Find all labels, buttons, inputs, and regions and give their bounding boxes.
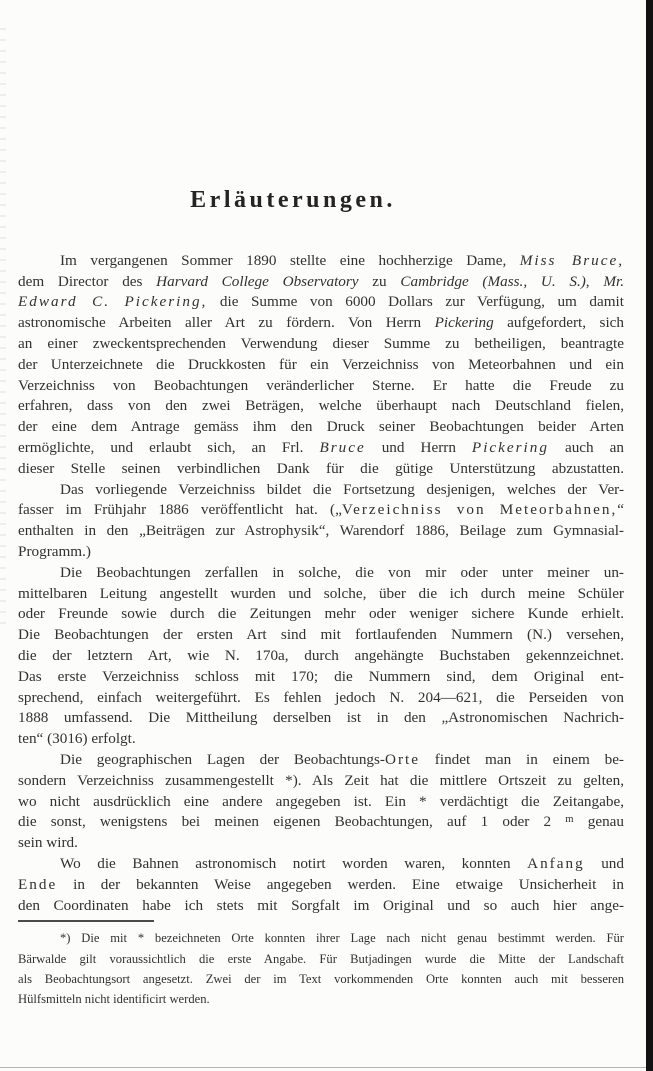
scan-edge-bar xyxy=(646,0,653,1071)
text-segment: Verzeichniss von Meteorbahnen, xyxy=(341,501,618,519)
body-text xyxy=(18,251,624,917)
text-line: der Unterzeichnete die Druckkosten für ein Verzeichniss von Meteorbahnen und ein xyxy=(18,355,624,373)
text-line: dieser Stelle seinen verbindlichen Dank für die gütige Unterstützung abzustatten. xyxy=(18,459,624,477)
text-line: oder Freunde sowie durch die Zeitungen mehr oder weniger sichere Kunde erhielt. xyxy=(18,605,624,623)
text-segment: Miss Bruce, xyxy=(519,251,624,269)
text-line: die sonst, wenigstens bei meinen eigenen Beobachtungen, auf 1 oder 2 $^m$ genau xyxy=(18,813,624,831)
text-segment: Orte xyxy=(384,750,420,768)
footnote-rule xyxy=(18,920,154,922)
text-line: Das vorliegende Verzeichniss bildet die Fortsetzung desjenigen, welches der Ver- xyxy=(60,480,624,498)
text-line: Bärwalde gilt voraussichtlich die erste Angabe. Für Butjadingen wurde die Mitte der Landschaft xyxy=(18,951,624,966)
text-line: Die geographischen Lagen der Beobachtungs-Orte findet man in einem be- xyxy=(60,750,624,768)
text-line: Hülfsmitteln nicht identificirt werden. xyxy=(18,992,210,1007)
text-line: sondern Verzeichniss zusammengestellt *). Als Zeit hat die mittlere Ortszeit zu gelten, xyxy=(18,771,624,789)
text-line: der eine dem Antrage gemäss ihm den Druck seiner Beobachtungen beider Arten xyxy=(18,418,624,436)
text-segment: Edward C. Pickering, xyxy=(18,293,208,311)
text-line: erfahren, dass von den zwei Beträgen, welche überhaupt nach Deutschland fielen, xyxy=(18,397,624,415)
text-line: den Coordinaten habe ich stets mit Sorgfalt im Original und so auch hier ange- xyxy=(18,896,624,914)
text-line: 1888 umfassend. Die Mittheilung derselben ist in den „Astronomischen Nachrich- xyxy=(18,709,624,727)
text-line: Programm.) xyxy=(18,542,91,560)
text-segment: Pickering xyxy=(434,314,494,332)
text-line: Das erste Verzeichniss schloss mit 170; die Nummern sind, dem Original ent- xyxy=(18,667,624,685)
text-line: astronomische Arbeiten aller Art zu fördern. Von Herrn Pickering aufgefordert, sich xyxy=(18,314,624,332)
text-line: Verzeichniss von Beobachtungen veränderlicher Sterne. Er hatte die Freude zu xyxy=(18,376,624,394)
text-line: an einer zweckentsprechenden Verwendung dieser Summe zu betheiligen, beantragte xyxy=(18,334,624,352)
text-line: Die Beobachtungen zerfallen in solche, die von mir oder unter meiner un- xyxy=(60,563,624,581)
text-line: enthalten in den „Beiträgen zur Astrophysik“, Warendorf 1886, Beilage zum Gymnasial- xyxy=(18,522,624,540)
text-line: Wo die Bahnen astronomisch notirt worden waren, konnten Anfang und xyxy=(60,854,624,872)
text-segment: Anfang xyxy=(527,854,585,872)
text-line: Ende in der bekannten Weise angegeben werden. Eine etwaige Unsicherheit in xyxy=(18,875,624,893)
text-line: sprechend, einfach weitergeführt. Es fehlen jedoch N. 204—621, die Perseiden von xyxy=(18,688,624,706)
text-line: als Beobachtungsort angesetzt. Zwei der im Text vorkommenden Orte konnten auch mit besseren xyxy=(18,972,624,987)
text-segment: Pickering xyxy=(471,438,549,456)
scan-noise xyxy=(0,28,6,628)
text-line: Die Beobachtungen der ersten Art sind mit fortlaufenden Nummern (N.) versehen, xyxy=(18,626,624,644)
text-line: dem Director des Harvard College Observatory zu Cambridge (Mass., U. S.), Mr. xyxy=(18,272,624,290)
text-segment: Cambridge (Mass., U. S.), Mr. xyxy=(400,272,624,290)
text-line: fasser im Frühjahr 1886 veröffentlicht hat. („Verzeichniss von Meteorbahnen,“ xyxy=(18,501,624,519)
text-line: die der letztern Art, wie N. 170a, durch angehängte Buchstaben gekennzeichnet. xyxy=(18,646,624,664)
text-line: ten“ (3016) erfolgt. xyxy=(18,730,136,748)
text-line: sein wird. xyxy=(18,834,78,852)
text-line: Im vergangenen Sommer 1890 stellte eine hochherzige Dame, Miss Bruce, xyxy=(60,251,624,269)
text-line: wo nicht ausdrücklich eine andere angegeben ist. Ein * verdächtigt die Zeitangabe, xyxy=(18,792,624,810)
text-segment: Bruce xyxy=(319,438,366,456)
content-column xyxy=(18,0,624,1010)
text-segment: m xyxy=(565,814,574,826)
text-line: ermöglichte, und erlaubt sich, an Frl. Bruce und Herrn Pickering auch an xyxy=(18,438,624,456)
text-line: Edward C. Pickering, die Summe von 6000 Dollars zur Verfügung, um damit xyxy=(18,293,624,311)
text-segment: Ende xyxy=(18,875,58,893)
text-line: *) Die mit * bezeichneten Orte konnten ihrer Lage nach nicht genau bestimmt werden. Für xyxy=(60,931,624,946)
text-line: mittelbaren Leitung angestellt wurden und solche, über die ich durch meine Schüler xyxy=(18,584,624,602)
footnote xyxy=(18,928,624,1010)
page-title: Erläuterungen. xyxy=(190,187,396,213)
scan-bottom-line xyxy=(0,1067,646,1068)
text-segment: Harvard College Observatory xyxy=(156,272,359,290)
